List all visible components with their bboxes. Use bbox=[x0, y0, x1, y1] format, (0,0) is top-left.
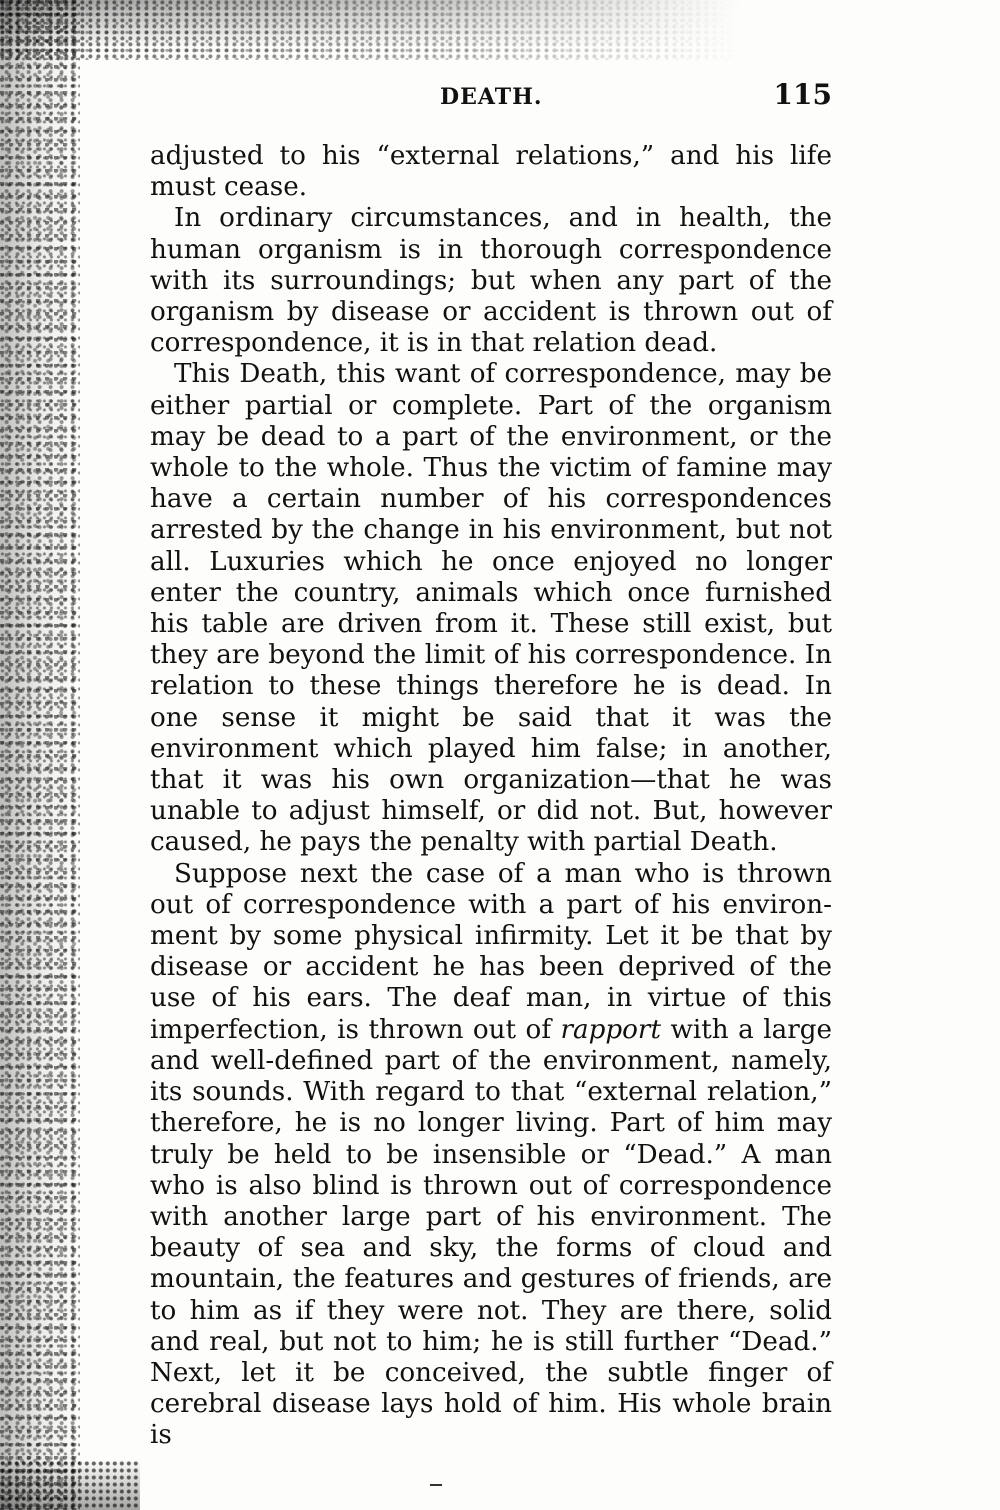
page-header bbox=[150, 78, 832, 118]
paragraph bbox=[150, 859, 832, 1452]
emphasized-word: rapport bbox=[560, 1014, 661, 1045]
paragraph-text: with a large and well-defined part of the environment, namely, its sounds. With regard to that “external relation,” therefore, he is no longer living. Part of him may truly be held to be insensible or “Dead.” A man who is also blind is thrown out of correspondence with another large part of his environment. The beauty of sea and sky, the forms of cloud and mountain, the features and gestures of friends, are to him as if they were not. They are there, solid and real, but not to him; he is still further “Dead.” Next, let it be conceived, the subtle finger of cerebral disease lays hold of him. His whole brain is bbox=[150, 1014, 832, 1451]
page-number: 115 bbox=[773, 78, 832, 111]
paragraph: In ordinary circumstances, and in health, the human organism is in thorough correspondence with its surroundings; but when any part of the organism by disease or accident is thrown out of correspondence, it is in that relation dead. bbox=[150, 203, 832, 359]
running-head: DEATH. bbox=[440, 84, 543, 110]
paragraph: This Death, this want of correspondence, may be either partial or complete. Part of the organism may be dead to a part of the environment, or the whole to the whole. Thus the victim of famine may have a certain number of his correspondences arrested by the change in his environment, but not all. Luxuries which he once enjoyed no longer enter the country, animals which once furnished his table are driven from it. These still exist, but they are beyond the limit of his correspondence. In relation to these things therefore he is dead. In one sense it might be said that it was the environment which played him false; in another, that it was his own organization—that he was unable to adjust himself, or did not. But, however caused, he pays the penalty with partial Death. bbox=[150, 359, 832, 858]
scan-edge-noise bbox=[0, 0, 80, 1510]
scan-top-noise bbox=[0, 0, 740, 60]
paragraph-text: Suppose next the case of a man who is thrown out of correspondence with a part of his environment by some physical infirmity. Let it be that by disease or accident he has been deprived of the use of his ears. The deaf man, in virtue of this imperfection, is thrown out of bbox=[150, 858, 832, 1045]
scan-corner-noise bbox=[0, 1460, 140, 1510]
printer-mark bbox=[430, 1484, 442, 1486]
body-text bbox=[150, 141, 832, 1452]
paragraph-continuation: adjusted to his “external relations,” and his life must cease. bbox=[150, 141, 832, 203]
